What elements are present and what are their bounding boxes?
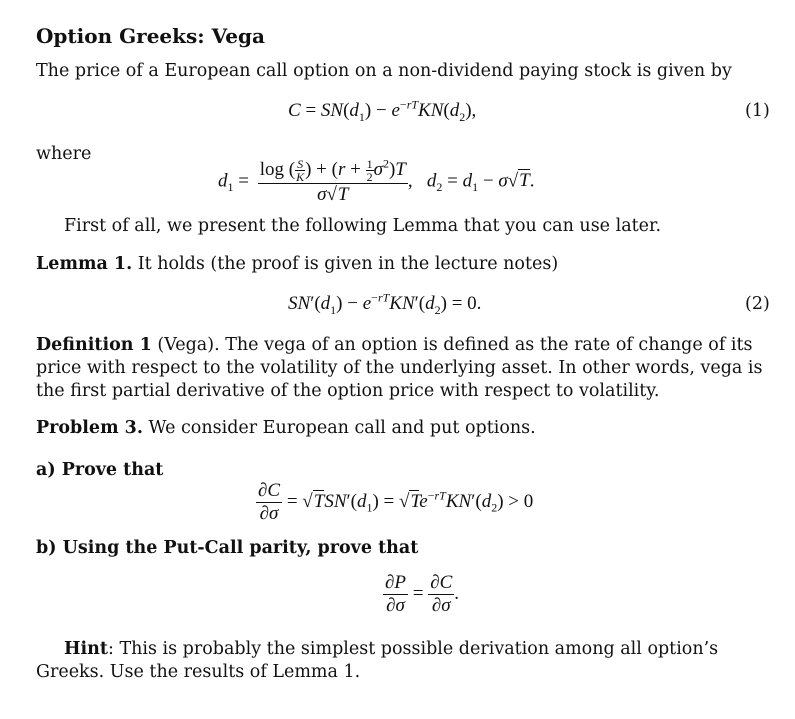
part-a-heading: a) Prove that <box>36 460 164 480</box>
equation-1-number: (1) <box>745 101 770 121</box>
definition-label: Definition 1 <box>36 335 152 355</box>
equation-2: $SN'(d_1) - e^{-rT}KN'(d_2) = 0$. <box>288 290 482 317</box>
lemma-label: Lemma 1. <box>36 254 133 274</box>
problem-3 <box>36 418 536 438</box>
hint-paragraph <box>36 638 771 684</box>
equation-part-a: $\frac{\partial C}{\partial\sigma}$ = $√TSN'(d_1) = √Te^{-rT}KN'(d_2) > 0$ <box>258 480 534 524</box>
page-title: Option Greeks: Vega <box>36 24 265 48</box>
intro-text: The price of a European call option on a non-dividend paying stock is given by <box>36 61 732 81</box>
equation-d1-d2: $d_1$ = log ( $\frac{S}{K}$ ) + (r + $\frac{1}{2}$ $\sigma^2)T$ σ√T , $d_2 = d_1 - \sigma√T$. <box>218 156 535 205</box>
definition-1 <box>36 334 771 403</box>
lemma-intro-text: First of all, we present the following Lemma that you can use later. <box>64 216 662 236</box>
equation-part-b: $\frac{\partial P}{\partial\sigma}$ = $\frac{\partial C}{\partial\sigma}$ . <box>385 572 460 616</box>
hint-label: Hint <box>64 639 108 659</box>
lemma-1 <box>36 254 558 274</box>
lemma-text: It holds (the proof is given in the lecture notes) <box>137 254 559 274</box>
problem-text: We consider European call and put options. <box>148 418 536 438</box>
equation-1: $C = SN(d_1) - e^{-rT}KN(d_2)$, <box>288 97 477 124</box>
where-text: where <box>36 144 92 164</box>
part-b-heading: b) Using the Put-Call parity, prove that <box>36 538 419 558</box>
definition-text: The vega of an option is defined as the rate of change of its price with respect to the volatility of the underlying asset. In other words, vega is the first partial derivative of the option price with respect to volatility. <box>36 335 763 401</box>
problem-label: Problem 3. <box>36 418 143 438</box>
hint-text: : This is probably the simplest possible derivation among all option’s Greeks. Use the results of Lemma 1. <box>36 639 719 682</box>
definition-name: (Vega). <box>157 335 220 355</box>
equation-2-number: (2) <box>745 294 770 314</box>
